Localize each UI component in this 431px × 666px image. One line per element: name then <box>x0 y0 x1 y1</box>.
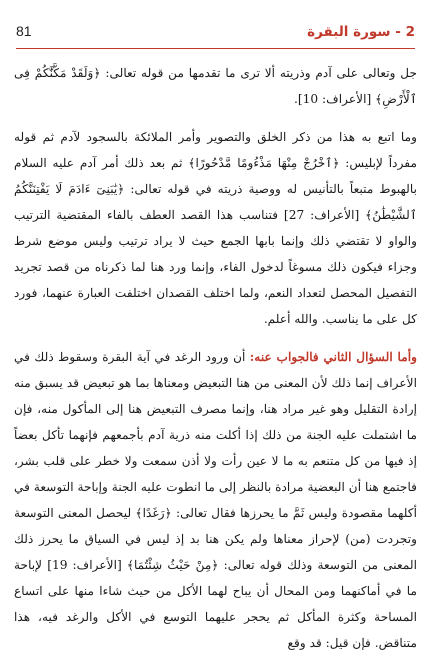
header-divider <box>16 48 415 49</box>
paragraph-3 <box>14 344 417 656</box>
paragraph-2: وما اتبع به هذا من ذكر الخلق والتصوير وأمر الملائكة بالسجود لآدم ثم قوله مفرداً لإبليس: ﴿ٱخْرُجْ مِنْهَا مَذْءُومًا مَّدْحُورًا﴾ ثم بعد ذلك أمر آدم عليه السلام بالهبوط متبعاً بالتأنيس له ووصية ذريته في قوله تعالى: ﴿يَٰبَنِىٓ ءَادَمَ لَا يَفْتِنَنَّكُمُ ٱلشَّيْطَٰنُ﴾ [الأعراف: 27] فتناسب هذا القصد العطف بالفاء المقتضية الترتيب والواو لا تقتضي ذلك وإنما بابها الجمع حيث لا يراد ترتيب وليس موضع شرط وجزاء فيكون ذلك مسوغاً لدخول الفاء، وإنما ورد هنا لما ذكرناه من قصد تجريد التفصيل المحصل لتعداد النعم، ولما اختلف القصدان اختلفت العبارة عنهما، فورد كل على ما يناسب. والله أعلم. <box>14 130 417 326</box>
section-heading: وأما السؤال الثاني فالجواب عنه: <box>249 350 417 364</box>
page-body <box>14 60 417 666</box>
paragraph-3-text: أن ورود الرغد في آية البقرة وسقوط ذلك في الأعراف إنما ذلك لأن المعنى من هنا التبعيض ومعناها بما هو تبعيض قد يسبق منه إرادة التقليل وهو غير مراد هنا، وإنما مصرف التبعيض هنا إلى المأكول منه، فإن ما اشتملت عليه الجنة من ذلك إذا أكلت منه ذرية آدم بأجمعهم فإنهما تأكل بعضاً إذ فيها من كل متنعم به ما لا عين رأت ولا أذن سمعت ولا خطر على قلب بشر، فاجتمع هنا أن البعضية مرادة بالنظر إلى ما انطوت عليه الجنة وإباحة التوسعة في أكلهما مقصودة وليس ثَمَّ ما يحرزها فقال تعالى: ﴿رَغَدًا﴾ ليحصل المعنى التوسعة وتجردت (من) لإحراز معناها ولم يكن هنا بد إذ ليس في السياق ما يحرز ذلك المعنى من التوسعة وذلك قوله تعالى: ﴿مِنْ حَيْثُ شِئْتُمَا﴾ [الأعراف: 19] لإباحة ما في أماكنهما ومن المحال أن يباح لهما الأكل من حيث شاءا منها على اتساع المساحة وكثرة المأكل ثم يحجر عليهما التوسع في الأكل والرغد فيه، هذا متناقض. فإن قيل: قد وقع <box>14 350 417 650</box>
running-title: 2 - سورة البقرة <box>307 24 415 40</box>
page-header <box>16 18 415 44</box>
page-number: 81 <box>16 23 32 39</box>
paragraph-1: جل وتعالى على آدم وذريته ألا ترى ما تقدمها من قوله تعالى: ﴿وَلَقَدْ مَكَّنَّٰكُمْ فِى ٱلْأَرْضِ﴾ [الأعراف: 10]. <box>14 66 417 106</box>
